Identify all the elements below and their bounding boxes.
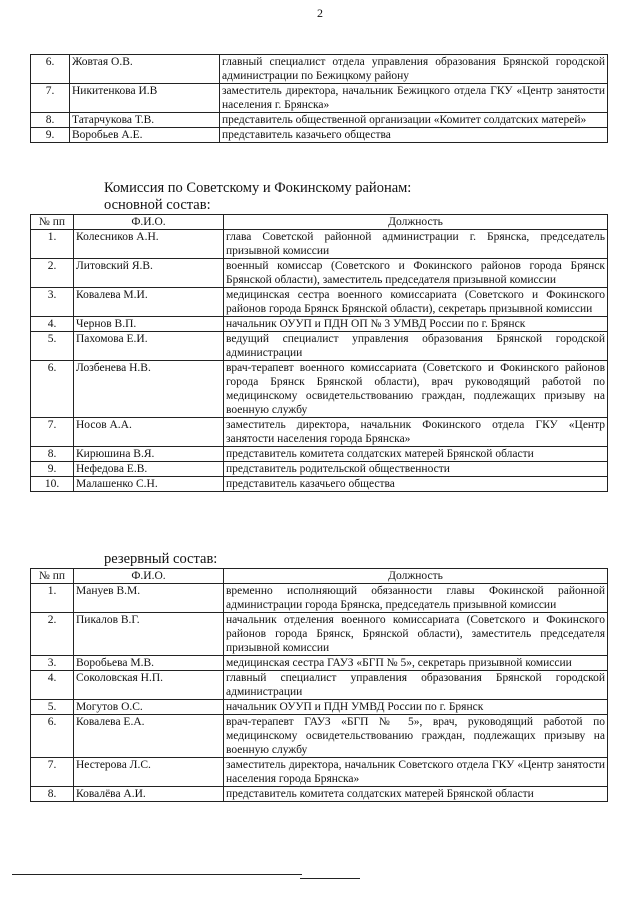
person-role: представитель родительской общественности — [224, 462, 608, 477]
header-role: Должность — [224, 569, 608, 584]
table-row — [31, 230, 608, 259]
person-name: Ковалёва А.И. — [74, 787, 224, 802]
person-name: Литовский Я.В. — [74, 259, 224, 288]
person-role: врач-терапевт военного комиссариата (Советского и Фокинского районов города Брянск Брянской области), врач руководящий работой по медицинскому освидетельствованию граждан, подлежащих призыву на военную службу — [224, 361, 608, 418]
row-number: 5. — [31, 332, 74, 361]
person-role: представитель комитета солдатских матерей Брянской области — [224, 447, 608, 462]
header-num: № пп — [31, 215, 74, 230]
footer-rule — [300, 878, 360, 879]
person-name: Воробьев А.Е. — [70, 128, 220, 143]
header-num: № пп — [31, 569, 74, 584]
row-number: 7. — [31, 758, 74, 787]
person-role: представитель комитета солдатских матерей Брянской области — [224, 787, 608, 802]
person-role: заместитель директора, начальник Фокинского отдела ГКУ «Центр занятости населения города Брянска» — [224, 418, 608, 447]
row-number: 2. — [31, 613, 74, 656]
person-role: заместитель директора, начальник Бежицкого отдела ГКУ «Центр занятости населения г. Брянска» — [220, 84, 608, 113]
row-number: 7. — [31, 84, 70, 113]
person-role: начальник ОУУП и ПДН УМВД России по г. Брянск — [224, 700, 608, 715]
person-name: Воробьева М.В. — [74, 656, 224, 671]
row-number: 1. — [31, 230, 74, 259]
row-number: 3. — [31, 656, 74, 671]
person-name: Ковалева Е.А. — [74, 715, 224, 758]
row-number: 10. — [31, 477, 74, 492]
person-role: представитель общественной организации «Комитет солдатских матерей» — [220, 113, 608, 128]
table-row — [31, 288, 608, 317]
row-number: 8. — [31, 113, 70, 128]
table-row — [31, 128, 608, 143]
table-row — [31, 758, 608, 787]
person-name: Колесников А.Н. — [74, 230, 224, 259]
person-role: медицинская сестра военного комиссариата (Советского и Фокинского районов города Брянск Брянской области), секретарь призывной комиссии — [224, 288, 608, 317]
row-number: 7. — [31, 418, 74, 447]
person-name: Жовтая О.В. — [70, 55, 220, 84]
person-name: Ковалева М.И. — [74, 288, 224, 317]
table-row — [31, 418, 608, 447]
table-row — [31, 462, 608, 477]
table-row — [31, 613, 608, 656]
person-role: начальник отделения военного комиссариата (Советского и Фокинского районов города Брянск, Брянской области), заместитель председателя призывной комиссии — [224, 613, 608, 656]
row-number: 6. — [31, 55, 70, 84]
person-name: Никитенкова И.В — [70, 84, 220, 113]
person-name: Соколовская Н.П. — [74, 671, 224, 700]
person-name: Нефедова Е.В. — [74, 462, 224, 477]
table-row — [31, 787, 608, 802]
person-name: Могутов О.С. — [74, 700, 224, 715]
table-row — [31, 84, 608, 113]
table-row — [31, 361, 608, 418]
table-row — [31, 671, 608, 700]
person-role: медицинская сестра ГАУЗ «БГП № 5», секретарь призывной комиссии — [224, 656, 608, 671]
person-role: временно исполняющий обязанности главы Фокинской районной администрации города Брянска, председатель призывной комиссии — [224, 584, 608, 613]
row-number: 8. — [31, 447, 74, 462]
row-number: 3. — [31, 288, 74, 317]
table-continuation — [30, 54, 608, 143]
main-subtitle: основной состав: — [104, 197, 211, 213]
table-row — [31, 477, 608, 492]
table-header-row — [31, 215, 608, 230]
row-number: 2. — [31, 259, 74, 288]
person-name: Малашенко С.Н. — [74, 477, 224, 492]
person-role: представитель казачьего общества — [224, 477, 608, 492]
header-name: Ф.И.О. — [74, 215, 224, 230]
commission-title: Комиссия по Советскому и Фокинскому районам: — [104, 180, 412, 196]
person-role: военный комиссар (Советского и Фокинского районов города Брянск Брянской области), заместитель председателя призывной комиссии — [224, 259, 608, 288]
row-number: 6. — [31, 715, 74, 758]
row-number: 9. — [31, 462, 74, 477]
table-row — [31, 317, 608, 332]
row-number: 1. — [31, 584, 74, 613]
table-row — [31, 259, 608, 288]
table-row — [31, 715, 608, 758]
table-row — [31, 113, 608, 128]
person-role: заместитель директора, начальник Советского отдела ГКУ «Центр занятости населения города Брянска» — [224, 758, 608, 787]
person-name: Кирюшина В.Я. — [74, 447, 224, 462]
table-row — [31, 447, 608, 462]
person-role: главный специалист управления образования Брянской городской администрации — [224, 671, 608, 700]
table-row — [31, 584, 608, 613]
row-number: 4. — [31, 671, 74, 700]
row-number: 8. — [31, 787, 74, 802]
row-number: 6. — [31, 361, 74, 418]
row-number: 9. — [31, 128, 70, 143]
main-composition-table — [30, 214, 608, 492]
person-role: врач-терапевт ГАУЗ «БГП № 5», врач, руководящий работой по медицинскому освидетельствованию граждан, подлежащих призыву на военную службу — [224, 715, 608, 758]
person-name: Лозбенева Н.В. — [74, 361, 224, 418]
table-row — [31, 55, 608, 84]
person-role: начальник ОУУП и ПДН ОП № 3 УМВД России по г. Брянск — [224, 317, 608, 332]
table-header-row — [31, 569, 608, 584]
person-name: Пикалов В.Г. — [74, 613, 224, 656]
reserve-composition-table — [30, 568, 608, 802]
person-name: Носов А.А. — [74, 418, 224, 447]
header-name: Ф.И.О. — [74, 569, 224, 584]
reserve-subtitle: резервный состав: — [104, 551, 218, 567]
person-name: Пахомова Е.И. — [74, 332, 224, 361]
person-role: главный специалист отдела управления образования Брянской городской администрации по Бежицкому району — [220, 55, 608, 84]
row-number: 5. — [31, 700, 74, 715]
person-name: Татарчукова Т.В. — [70, 113, 220, 128]
table-row — [31, 700, 608, 715]
table-row — [31, 656, 608, 671]
person-name: Чернов В.П. — [74, 317, 224, 332]
table-row — [31, 332, 608, 361]
footer-rule — [12, 874, 302, 875]
person-role: глава Советской районной администрации г. Брянска, председатель призывной комиссии — [224, 230, 608, 259]
person-name: Мануев В.М. — [74, 584, 224, 613]
row-number: 4. — [31, 317, 74, 332]
header-role: Должность — [224, 215, 608, 230]
person-name: Нестерова Л.С. — [74, 758, 224, 787]
person-role: представитель казачьего общества — [220, 128, 608, 143]
page-number: 2 — [317, 6, 323, 20]
person-role: ведущий специалист управления образования Брянской городской администрации — [224, 332, 608, 361]
